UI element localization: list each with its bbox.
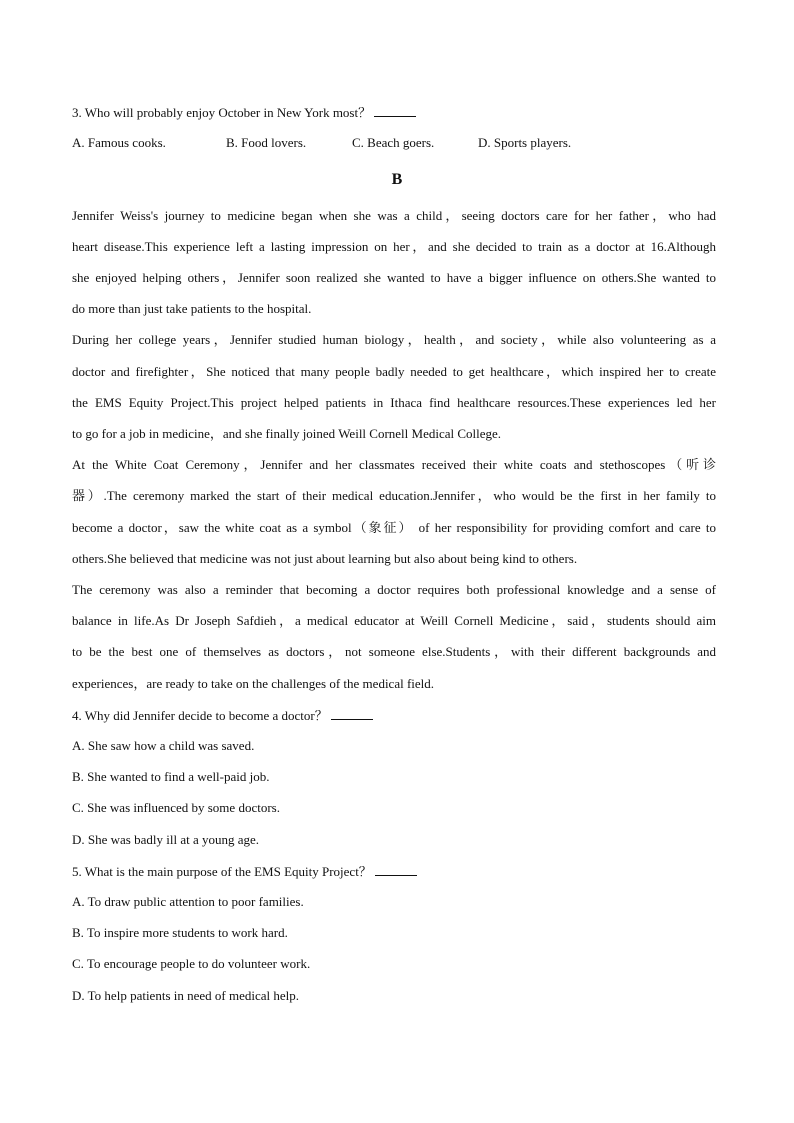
passage-line: to be the best one of themselves as doctors，not someone else.Students，with their different backgrounds and [72,644,716,659]
answer-blank [374,104,416,117]
question-5-option-d: D. To help patients in need of medical help. [72,988,300,1003]
passage-line: she enjoyed helping others，Jennifer soon realized she wanted to have a bigger influence on others.She wanted to [72,270,716,285]
section-title: B [391,171,403,188]
question-5-option-a: A. To draw public attention to poor families. [72,894,304,909]
passage-line: do more than just take patients to the hospital. [72,301,312,316]
passage-line: experiences，are ready to take on the challenges of the medical field. [72,676,435,691]
question-3-stem [72,104,416,121]
passage-line: to go for a job in medicine，and she finally joined Weill Cornell Medical College. [72,426,502,441]
question-5-option-b: B. To inspire more students to work hard. [72,925,288,940]
passage-line: balance in life.As Dr Joseph Safdieh，a medical educator at Weill Cornell Medicine，said，students should aim [72,613,716,628]
passage-line: the EMS Equity Project.This project helped patients in Ithaca find healthcare resources.These experiences led her [72,395,716,410]
question-5-stem [72,863,417,880]
question-5-text: 5. What is the main purpose of the EMS Equity Project？ [72,864,372,879]
passage-line: 器）.The ceremony marked the start of their medical education.Jennifer，who would be the first in her family to [72,488,716,503]
question-4-option-b: B. She wanted to find a well-paid job. [72,769,270,784]
passage-line: At the White Coat Ceremony，Jennifer and her classmates received their white coats and stethoscopes（听诊 [72,457,716,472]
passage-line: The ceremony was also a reminder that becoming a doctor requires both professional knowledge and a sense of [72,582,716,597]
question-4-option-a: A. She saw how a child was saved. [72,738,255,753]
answer-blank [331,707,373,720]
passage-line: others.She believed that medicine was not just about learning but also about being kind to others. [72,551,578,566]
question-4-option-d: D. She was badly ill at a young age. [72,832,260,847]
question-4-option-c: C. She was influenced by some doctors. [72,800,280,815]
passage-line: During her college years，Jennifer studied human biology，health，and society，while also volunteering as a [72,332,716,347]
question-4-text: 4. Why did Jennifer decide to become a doctor？ [72,708,328,723]
passage-line: Jennifer Weiss's journey to medicine began when she was a child，seeing doctors care for her father，who had [72,208,716,223]
question-3-option-a: A. Famous cooks. [72,135,166,150]
passage-line: become a doctor，saw the white coat as a symbol（象征） of her responsibility for providing comfort and care to [72,520,716,535]
passage-line: heart disease.This experience left a lasting impression on her，and she decided to train as a doctor at 16.Although [72,239,716,254]
question-3-option-b: B. Food lovers. [226,135,307,150]
question-3-option-d: D. Sports players. [478,135,572,150]
question-3-text: 3. Who will probably enjoy October in New York most？ [72,105,372,120]
question-3-option-c: C. Beach goers. [352,135,435,150]
answer-blank [375,863,417,876]
question-5-option-c: C. To encourage people to do volunteer work. [72,956,311,971]
question-4-stem [72,707,373,724]
passage-line: doctor and firefighter，She noticed that many people badly needed to get healthcare，which inspired her to create [72,364,716,379]
